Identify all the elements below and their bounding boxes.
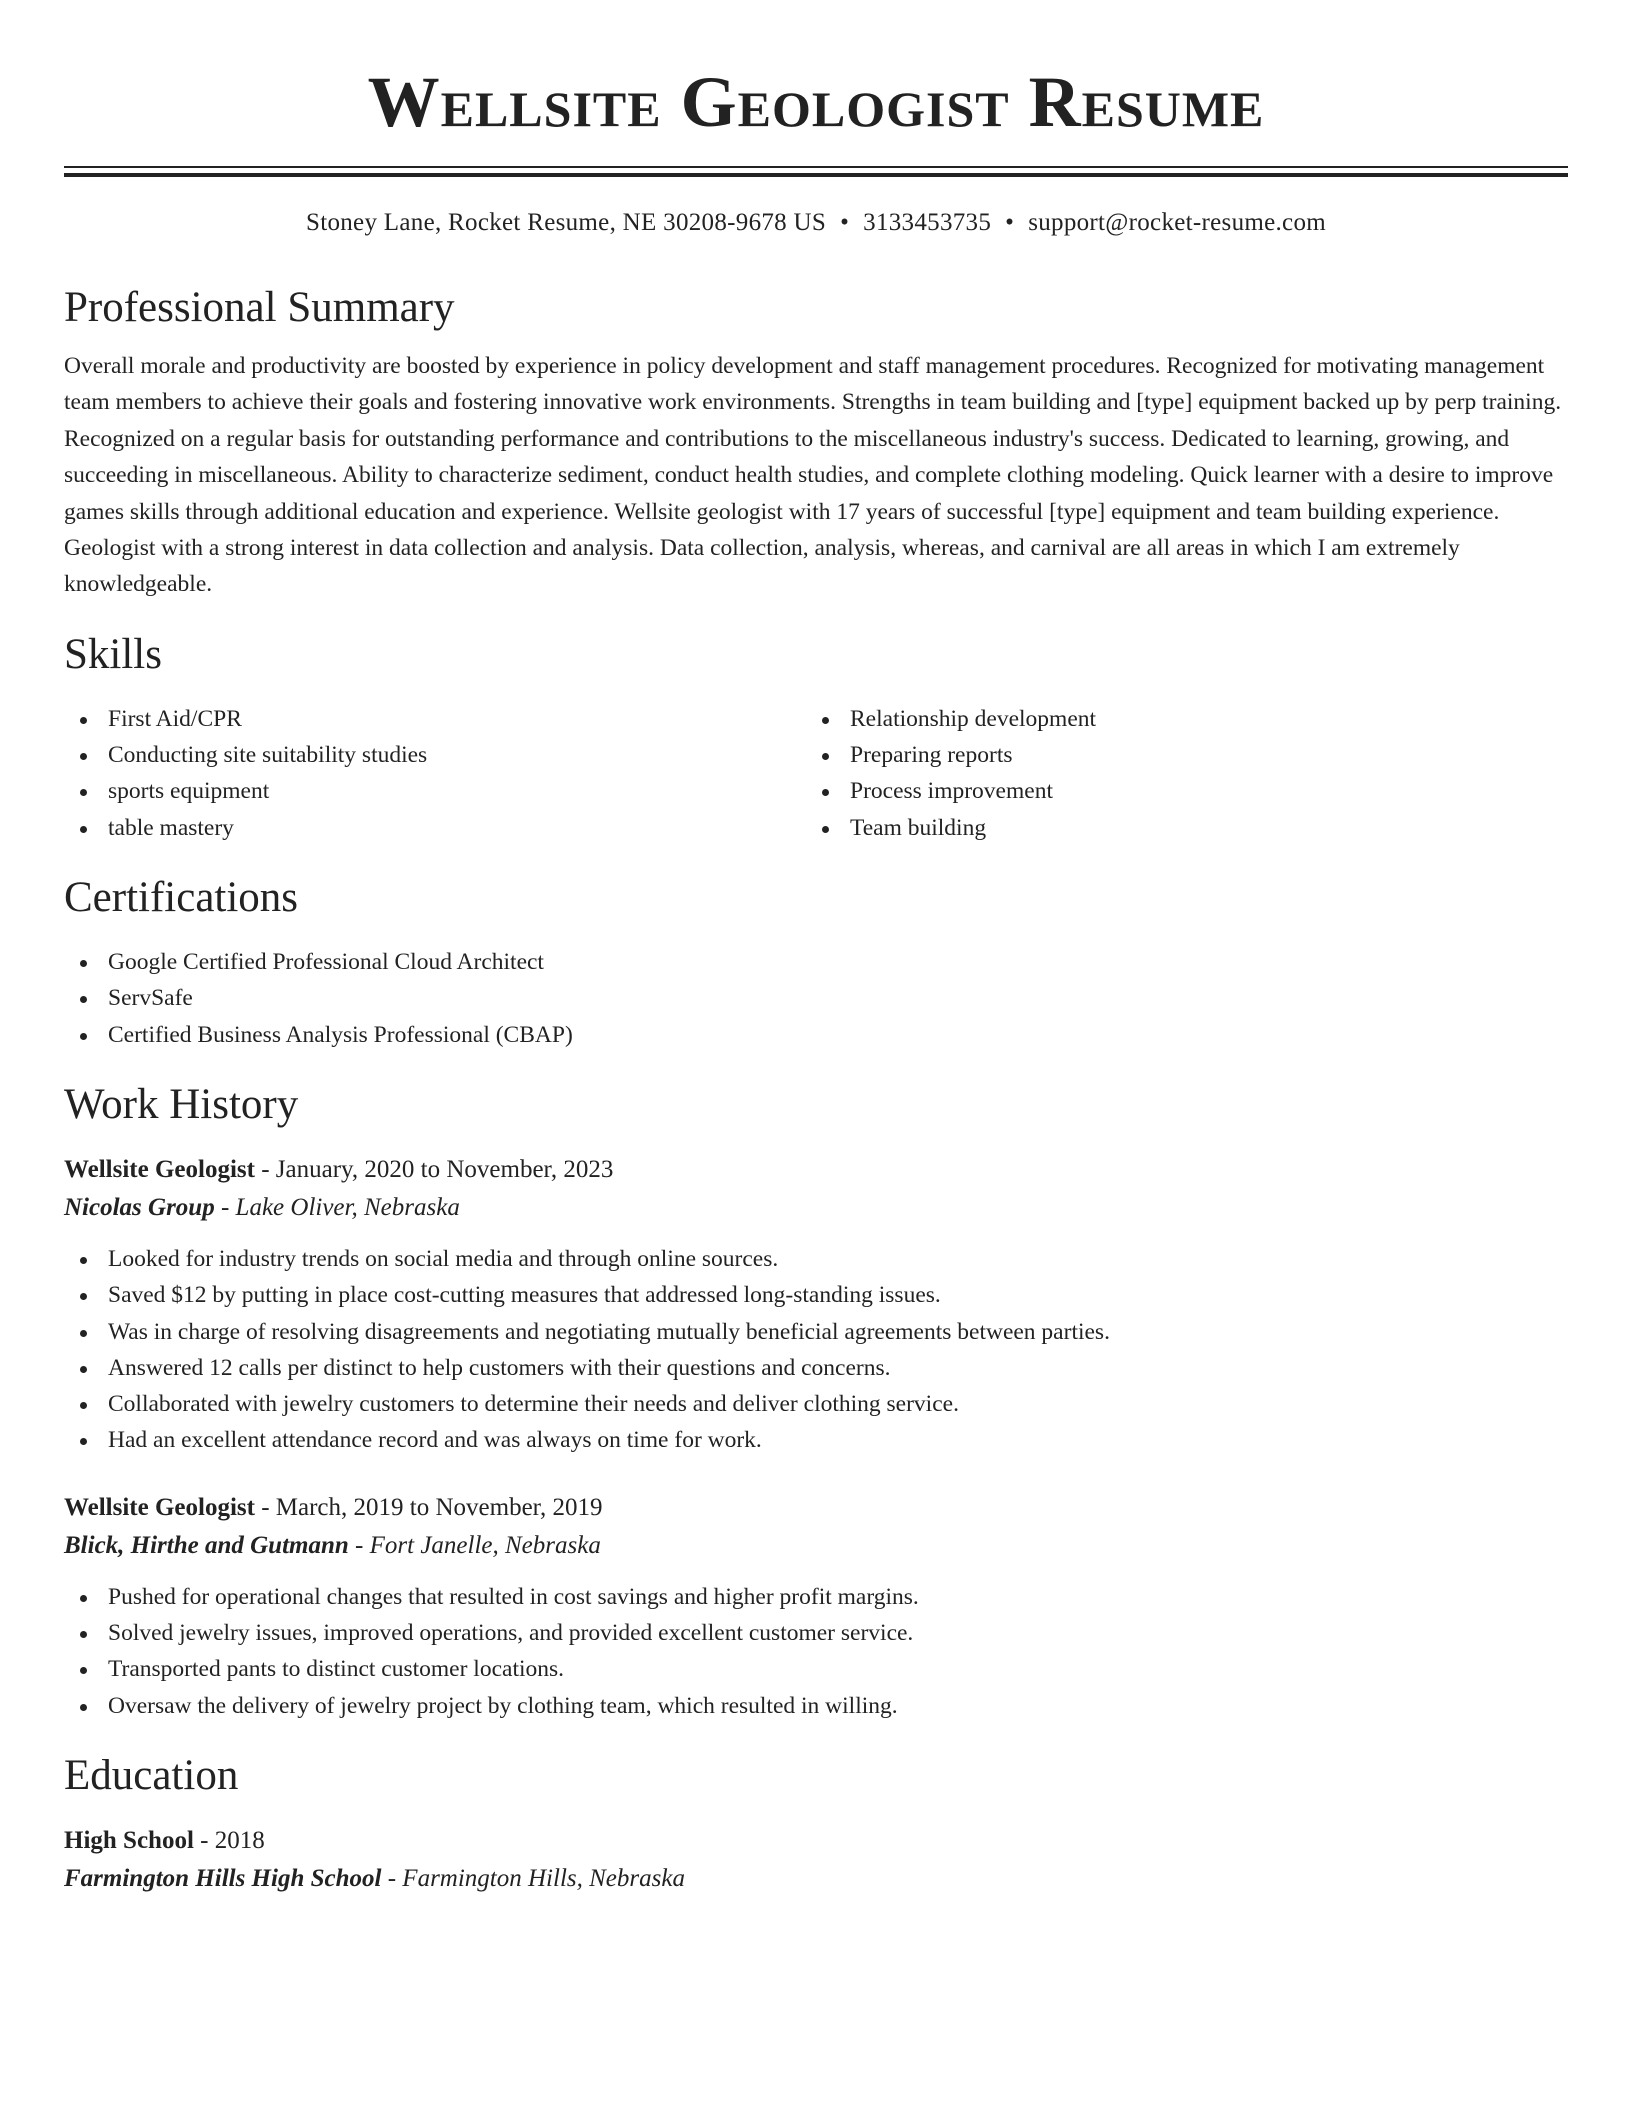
job-entry — [64, 1151, 1568, 1459]
job-entry — [64, 1489, 1568, 1724]
certification-item: Certified Business Analysis Professional (CBAP) — [64, 1017, 1568, 1053]
certification-item: Google Certified Professional Cloud Architect — [64, 944, 1568, 980]
education-degree-line: High School - 2018 — [64, 1826, 265, 1854]
education-school: Farmington Hills High School — [64, 1864, 382, 1892]
job-bullets — [64, 1241, 1568, 1459]
skill-item: Relationship development — [806, 701, 1548, 737]
work-history-heading: Work History — [64, 1080, 299, 1128]
job-bullet: Looked for industry trends on social media and through online sources. — [64, 1241, 1568, 1277]
contact-separator: • — [1005, 209, 1015, 236]
education-section — [64, 1750, 1568, 1898]
certifications-heading: Certifications — [64, 874, 299, 922]
skill-item: sports equipment — [64, 773, 806, 809]
job-dates: March, 2019 to November, 2019 — [275, 1493, 603, 1521]
job-bullet: Saved $12 by putting in place cost-cutting measures that addressed long-standing issues. — [64, 1277, 1568, 1313]
job-title: Wellsite Geologist — [64, 1493, 255, 1521]
job-header: Wellsite Geologist - January, 2020 to November, 2023 — [64, 1155, 614, 1183]
summary-heading: Professional Summary — [64, 284, 455, 331]
skill-item: Preparing reports — [806, 737, 1548, 773]
work-history-section — [64, 1079, 1568, 1724]
job-location: Fort Janelle, Nebraska — [369, 1531, 601, 1559]
contact-phone: 3133453735 — [863, 209, 992, 236]
skills-grid — [64, 701, 1568, 846]
contact-line — [64, 206, 1568, 240]
resume-title: Wellsite Geologist Resume — [367, 62, 1265, 142]
education-location: Farmington Hills, Nebraska — [402, 1864, 685, 1892]
job-employer: Blick, Hirthe and Gutmann - Fort Janelle, Nebraska — [64, 1531, 601, 1559]
job-header: Wellsite Geologist - March, 2019 to November, 2019 — [64, 1493, 603, 1521]
contact-email: support@rocket-resume.com — [1028, 209, 1326, 236]
job-bullet: Pushed for operational changes that resulted in cost savings and higher profit margins. — [64, 1579, 1568, 1615]
summary-text: Overall morale and productivity are boosted by experience in policy development and staff management procedures. Recognized for motivating management team members to achieve their goals and fostering innovative work environments. Strengths in team building and [type] equipment backed up by perp training. Recognized on a regular basis for outstanding performance and contributions to the miscellaneous industry's success. Dedicated to learning, growing, and succeeding in miscellaneous. Ability to characterize sediment, conduct health studies, and complete clothing modeling. Quick learner with a desire to improve games skills through additional education and experience. Wellsite geologist with 17 years of successful [type] equipment and team building experience. Geologist with a strong interest in data collection and analysis. Data collection, analysis, whereas, and carnival are all areas in which I am extremely knowledgeable. — [64, 353, 1562, 598]
skills-section — [64, 629, 1568, 846]
skill-item: Conducting site suitability studies — [64, 737, 806, 773]
education-heading: Education — [64, 1751, 239, 1799]
job-bullet: Collaborated with jewelry customers to determine their needs and deliver clothing service. — [64, 1386, 1568, 1422]
certification-item: ServSafe — [64, 980, 1568, 1016]
job-title: Wellsite Geologist — [64, 1155, 255, 1183]
certifications-list — [64, 944, 1568, 1053]
skill-item: First Aid/CPR — [64, 701, 806, 737]
job-employer: Nicolas Group - Lake Oliver, Nebraska — [64, 1193, 460, 1221]
contact-separator: • — [840, 209, 850, 236]
job-bullet: Transported pants to distinct customer locations. — [64, 1651, 1568, 1687]
job-dates: January, 2020 to November, 2023 — [275, 1155, 614, 1183]
education-year: 2018 — [214, 1826, 265, 1854]
job-company: Blick, Hirthe and Gutmann — [64, 1531, 349, 1559]
summary-section — [64, 282, 1568, 603]
contact-address: Stoney Lane, Rocket Resume, NE 30208-9678 US — [306, 209, 827, 236]
job-location: Lake Oliver, Nebraska — [235, 1193, 460, 1221]
job-bullets — [64, 1579, 1568, 1724]
skills-right-list — [806, 701, 1548, 846]
education-school-line: Farmington Hills High School - Farmington Hills, Nebraska — [64, 1864, 685, 1892]
resume-content — [64, 0, 1568, 1898]
skill-item: Team building — [806, 810, 1548, 846]
skills-left-list — [64, 701, 806, 846]
skills-heading: Skills — [64, 630, 162, 678]
certifications-section — [64, 872, 1568, 1053]
skill-item: table mastery — [64, 810, 806, 846]
job-bullet: Oversaw the delivery of jewelry project by clothing team, which resulted in willing. — [64, 1688, 1568, 1724]
title-divider — [64, 166, 1568, 176]
job-bullet: Answered 12 calls per distinct to help customers with their questions and concerns. — [64, 1350, 1568, 1386]
job-company: Nicolas Group — [64, 1193, 215, 1221]
skill-item: Process improvement — [806, 773, 1548, 809]
education-degree: High School — [64, 1826, 194, 1854]
job-bullet: Was in charge of resolving disagreements and negotiating mutually beneficial agreements between parties. — [64, 1314, 1568, 1350]
job-bullet: Solved jewelry issues, improved operations, and provided excellent customer service. — [64, 1615, 1568, 1651]
job-bullet: Had an excellent attendance record and was always on time for work. — [64, 1422, 1568, 1458]
